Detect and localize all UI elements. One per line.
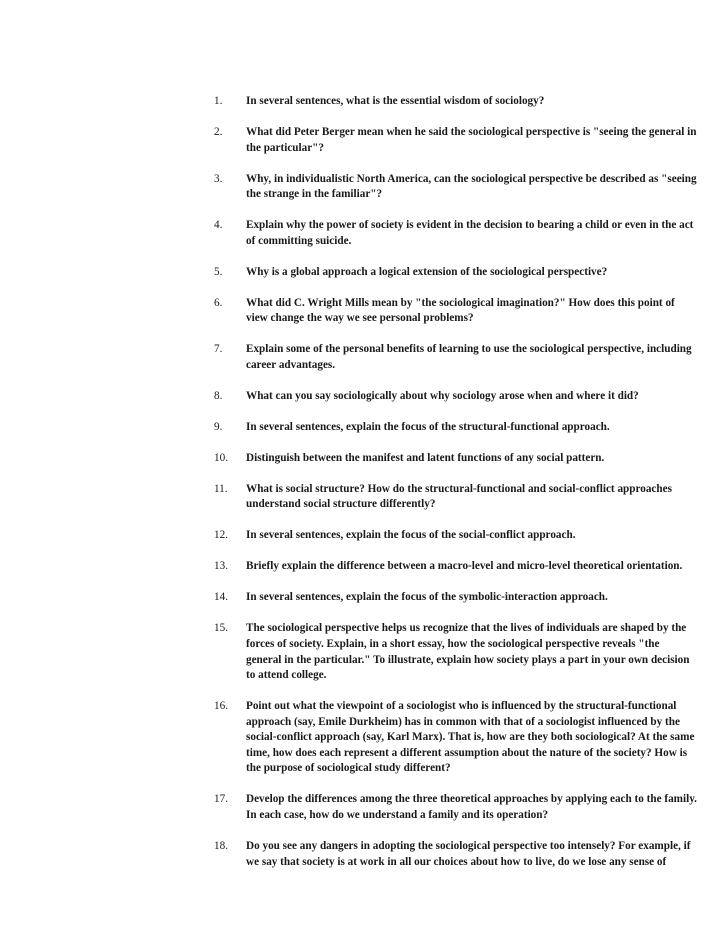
question-text	[246, 621, 728, 683]
question-number: 17.	[214, 793, 228, 806]
question-line: Do you see any dangers in adopting the sociological perspective too intensely? For example, if	[246, 840, 691, 853]
question-line: In several sentences, explain the focus of the structural-functional approach.	[246, 420, 610, 433]
question-line: Explain why the power of society is evident in the decision to bearing a child or even in the act	[246, 219, 694, 232]
question-number: 11.	[214, 482, 228, 495]
question-line: What can you say sociologically about why sociology arose when and where it did?	[246, 389, 639, 402]
question-line: In several sentences, explain the focus of the symbolic-interaction approach.	[246, 591, 608, 604]
question-line: In several sentences, explain the focus of the social-conflict approach.	[246, 529, 576, 542]
question-number: 14.	[214, 591, 228, 604]
question-item	[214, 559, 728, 575]
question-number: 13.	[214, 560, 228, 573]
question-line: general in the particular." To illustrate, explain how society plays a part in your own decision	[246, 653, 690, 666]
question-text	[246, 590, 728, 606]
question-line: In several sentences, what is the essential wisdom of sociology?	[246, 95, 545, 107]
question-item	[214, 590, 728, 606]
question-line: Explain some of the personal benefits of learning to use the sociological perspective, including	[246, 343, 692, 356]
question-item	[214, 482, 728, 513]
question-text	[246, 342, 728, 373]
question-text	[246, 218, 728, 249]
question-text	[246, 839, 728, 870]
question-line: of committing suicide.	[246, 234, 352, 247]
question-text	[246, 125, 728, 156]
question-line: view change the way we see personal problems?	[246, 312, 474, 325]
question-item	[214, 389, 728, 405]
question-line: the particular"?	[246, 141, 324, 154]
question-item	[214, 265, 728, 281]
question-item	[214, 125, 728, 156]
question-number: 12.	[214, 529, 228, 542]
question-text	[246, 94, 728, 110]
question-text	[246, 389, 728, 405]
question-number: 1.	[214, 95, 223, 107]
question-item	[214, 839, 728, 870]
question-item	[214, 420, 728, 436]
question-number: 7.	[214, 343, 223, 356]
question-text	[246, 265, 728, 281]
question-item	[214, 792, 728, 823]
question-item	[214, 342, 728, 373]
question-line: Briefly explain the difference between a macro-level and micro-level theoretical orientation.	[246, 560, 683, 573]
question-text	[246, 559, 728, 575]
question-line: the purpose of sociological study different?	[246, 762, 451, 775]
question-item	[214, 528, 728, 544]
question-text	[246, 172, 728, 203]
question-number: 18.	[214, 840, 228, 853]
question-text	[246, 792, 728, 823]
question-number: 9.	[214, 420, 223, 433]
question-item	[214, 296, 728, 327]
question-line: What is social structure? How do the structural-functional and social-conflict approaches	[246, 482, 672, 495]
question-text	[246, 482, 728, 513]
question-item	[214, 451, 728, 467]
question-line: forces of society. Explain, in a short essay, how the sociological perspective reveals "the	[246, 637, 660, 650]
question-line: Why is a global approach a logical extension of the sociological perspective?	[246, 265, 608, 278]
question-item	[214, 172, 728, 203]
question-item	[214, 218, 728, 249]
question-number: 2.	[214, 125, 223, 138]
question-number: 3.	[214, 172, 223, 185]
question-line: social-conflict approach (say, Karl Marx). That is, how are they both sociological? At the same	[246, 731, 695, 744]
question-number: 4.	[214, 219, 223, 232]
question-text	[246, 451, 728, 467]
question-line: career advantages.	[246, 358, 336, 371]
question-line: the strange in the familiar"?	[246, 188, 383, 201]
question-line: approach (say, Emile Durkheim) has in common with that of a sociologist influenced by the	[246, 715, 680, 728]
question-item	[214, 94, 728, 110]
question-item	[214, 621, 728, 683]
question-number: 10.	[214, 451, 228, 464]
question-line: In each case, how do we understand a family and its operation?	[246, 809, 549, 822]
question-line: to attend college.	[246, 669, 327, 682]
question-number: 15.	[214, 622, 228, 635]
question-number: 16.	[214, 700, 228, 713]
question-line: What did C. Wright Mills mean by "the sociological imagination?" How does this point of	[246, 296, 675, 309]
question-line: we say that society is at work in all our choices about how to live, do we lose any sense of	[246, 855, 667, 868]
question-text	[246, 296, 728, 327]
question-number: 8.	[214, 389, 223, 402]
question-number: 6.	[214, 296, 223, 309]
question-line: time, how does each represent a different assumption about the nature of the society? How is	[246, 746, 688, 759]
question-line: Distinguish between the manifest and latent functions of any social pattern.	[246, 451, 605, 464]
question-line: What did Peter Berger mean when he said the sociological perspective is "seeing the general in	[246, 125, 697, 138]
question-number: 5.	[214, 265, 223, 278]
question-text	[246, 528, 728, 544]
question-text	[246, 420, 728, 436]
question-line: Why, in individualistic North America, can the sociological perspective be described as "seeing	[246, 172, 697, 185]
question-item	[214, 699, 728, 777]
question-list	[214, 94, 728, 886]
question-line: Point out what the viewpoint of a sociologist who is influenced by the structural-functional	[246, 700, 677, 713]
question-line: understand social structure differently?	[246, 498, 436, 511]
question-text	[246, 699, 728, 777]
question-line: Develop the differences among the three theoretical approaches by applying each to the family.	[246, 793, 697, 806]
question-line: The sociological perspective helps us recognize that the lives of individuals are shaped by the	[246, 622, 687, 635]
